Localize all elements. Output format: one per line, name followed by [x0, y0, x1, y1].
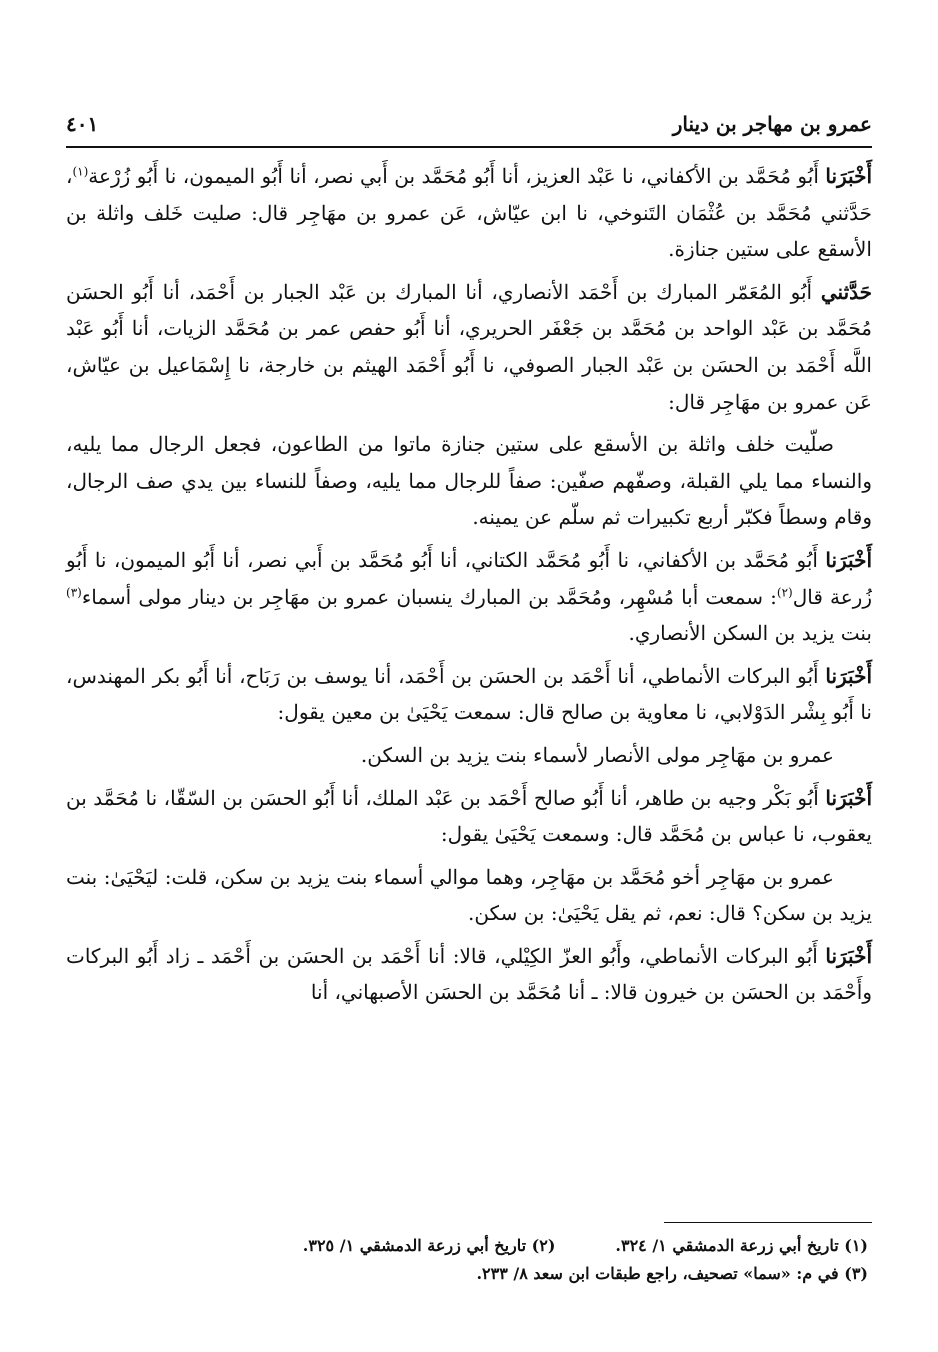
paragraph-4: أَخْبَرَنا أَبُو مُحَمَّد بن الأكفاني، نا أَبُو مُحَمَّد الكتاني، أنا أَبُو مُحَمَّد بن أَبي نصر، أنا أَبُو الميمون، نا أَبُو زُرعة قال$^{(٢)}$: سمعت أبا مُسْهِر، ومُحَمَّد بن المبارك ينسبان عمرو بن مهَاجِر بن دينار مولى أسماء$^{(٣)}$ بنت يزيد بن السكن الأنصاري. [66, 547, 872, 646]
paragraph-2: حَدَّثني أَبُو المُعَمّر المبارك بن أَحْمَد الأنصاري، أنا المبارك بن عَبْد الجبار بن أَحْمَد، أنا أَبُو الحسَن مُحَمَّد بن عَبْد الواحد بن مُحَمَّد بن جَعْفَر الحريري، أنا أَبُو حفص عمر بن مُحَمَّد الزيات، أنا أَبُو عَبْد اللَّه أَحْمَد بن الحسَن بن عَبْد الجبار الصوفي، نا أَبُو أَحْمَد الهيثم بن خارجة، نا إِسْمَاعيل بن عيّاش، عَن عمرو بن مهَاجِر قال: [66, 279, 872, 414]
paragraph-9: أَخْبَرَنا أَبُو البركات الأنماطي، وأَبُو العزّ الكِيْلي، قالا: أنا أَحْمَد بن الحسَن بن أَحْمَد ـ زاد أَبُو البركات وأَحْمَد بن الحسَن بن خيرون قالا: ـ أنا مُحَمَّد بن الحسَن الأصبهاني، أنا [66, 943, 872, 1005]
paragraph-7: أَخْبَرَنا أَبُو بَكْر وجيه بن طاهر، أنا أَبُو صالح أَحْمَد بن عَبْد الملك، أنا أَبُو الحسَن بن السّقّا، نا مُحَمَّد بن يعقوب، نا عباس بن مُحَمَّد قال: وسمعت يَحْيَىٰ يقول: [66, 785, 872, 847]
footnote-2: (٢) تاريخ أبي زرعة الدمشقي ١/ ٣٢٥. [302, 1236, 556, 1255]
footnotes [66, 1232, 868, 1288]
header-title: عمرو بن مهاجر بن دينار [672, 112, 872, 136]
footnote-ref-3: (٣) [66, 584, 82, 599]
footnote-ref-2: (٢) [776, 584, 793, 599]
paragraph-8: عمرو بن مهَاجِر أخو مُحَمَّد بن مهَاجِر، وهما موالي أسماء بنت يزيد بن سكن، قلت: ليَحْيَىٰ: بنت يزيد بن سكن؟ قال: نعم، ثم يقل يَحْيَىٰ: بن سكن. [66, 864, 872, 926]
footnote-row [66, 1232, 868, 1260]
header-rule [66, 146, 872, 148]
main-text [66, 158, 872, 1017]
paragraph-3: صلّيت خلف واثلة بن الأسقع على ستين جنازة ماتوا من الطاعون، فجعل الرجال مما يليه، والنساء مما يلي القبلة، وصفّهم صفّين: صفاً للرجال مما يليه، وصفاً للنساء بين يدي صف الرجال، وقام وسطاً فكبّر أربع تكبيرات ثم سلّم عن يمينه. [66, 432, 872, 530]
page-number: ٤٠١ [66, 112, 99, 136]
footnote-rule [664, 1222, 872, 1223]
footnote-ref-1: (١) [72, 164, 89, 179]
footnote-1: (١) تاريخ أبي زرعة الدمشقي ١/ ٣٢٤. [615, 1236, 868, 1255]
paragraph-1: أَخْبَرَنا أَبُو مُحَمَّد بن الأكفاني، نا عَبْد العزيز، أنا أَبُو مُحَمَّد بن أَبي نصر، أنا أَبُو الميمون، نا أَبُو زُرْعة$^{(١)}$، حَدَّثني مُحَمَّد بن عُثْمَان التَنوخي، نا ابن عيّاش، عَن عمرو بن مهَاجِر قال: صليت خَلف واثلة بن الأسقع على ستين جنازة. [66, 164, 872, 262]
footnote-3: (٣) في م: «سما» تصحيف، راجع طبقات ابن سعد ٨/ ٢٣٣. [476, 1264, 868, 1283]
paragraph-5: أَخْبَرَنا أَبُو البركات الأنماطي، أنا أَحْمَد بن الحسَن بن أَحْمَد، أنا يوسف بن رَبَاح، أنا أَبُو بكر المهندس، نا أَبُو بِشْر الدَوْلابي، نا معاوية بن صالح قال: سمعت يَحْيَىٰ بن معين يقول: [66, 663, 872, 725]
running-header [66, 104, 872, 144]
paragraph-6: عمرو بن مهَاجِر مولى الأنصار لأسماء بنت يزيد بن السكن. [360, 742, 834, 767]
